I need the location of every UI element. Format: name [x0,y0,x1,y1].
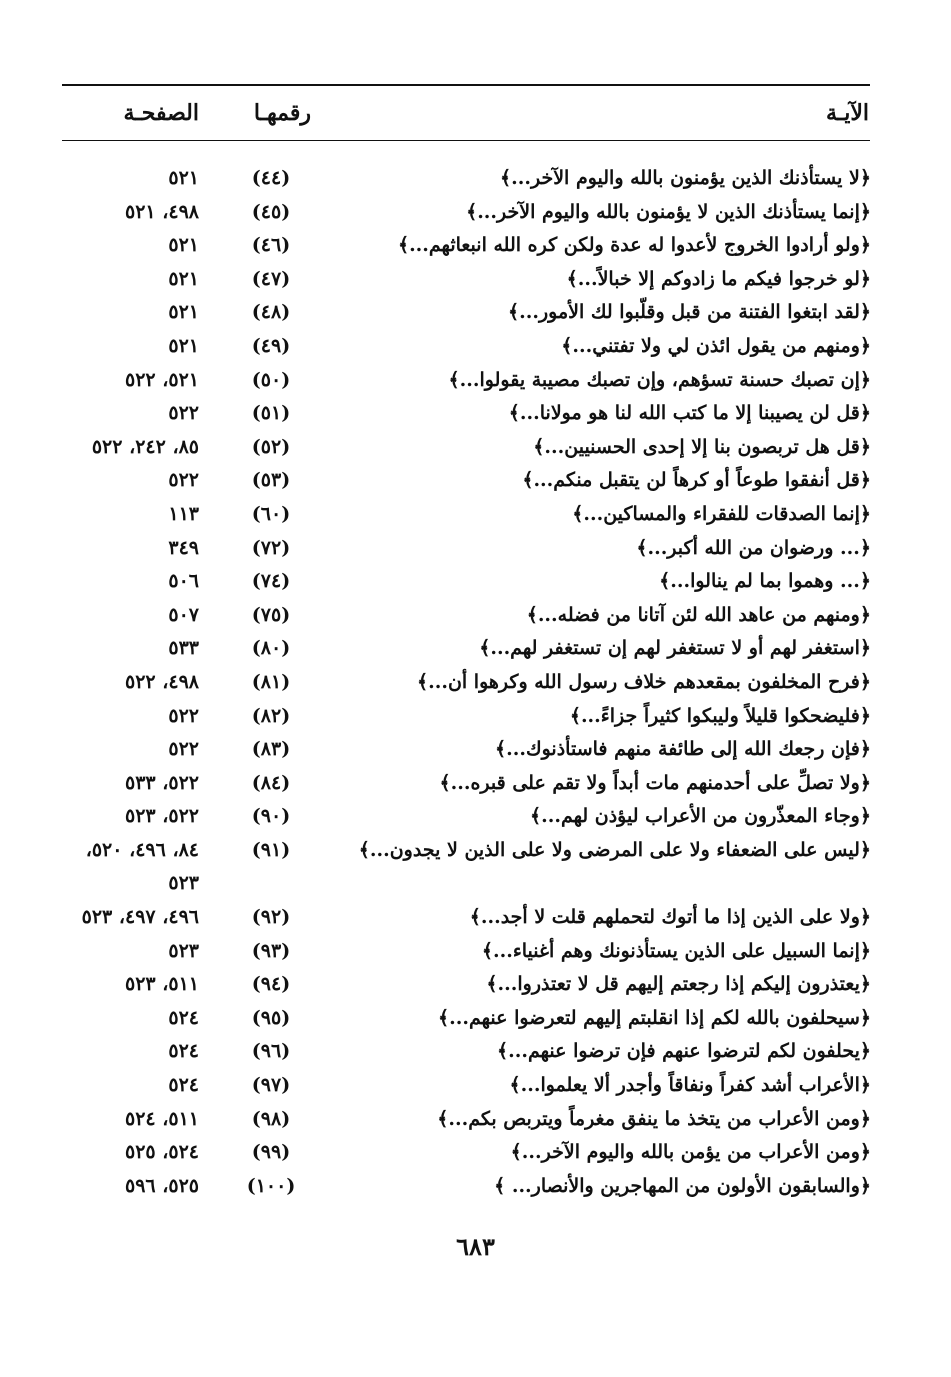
table-row [0,162,951,196]
ayah-text: ﴿يعتذرون إليكم إذا رجعتم إليهم قل لا تعتذروا...﴾ [486,973,871,996]
ayah-text: ﴿... ورضوان من الله أكبر...﴾ [636,536,871,559]
ayah-text: ﴿لو خرجوا فيكم ما زادوكم إلا خبالاً...﴾ [566,267,871,290]
table-row [0,330,951,364]
ayah-number: (١٠٠) [246,1174,296,1197]
table-row [0,1136,951,1170]
ayah-number: (٥٠) [251,368,291,391]
ayah-text: ﴿ومنهم من عاهد الله لئن آتانا من فضله...﴾ [526,603,871,626]
ayah-number: (٨٤) [251,771,291,794]
ayah-text: ﴿لقد ابتغوا الفتنة من قبل وقلّبوا لك الأمور...﴾ [508,301,871,324]
page-refs: ٥٢٢ [168,738,199,761]
page-refs: ٥٠٧ [168,603,199,626]
ayah-text: ﴿ولا تصلِّ على أحدمنهم مات أبداً ولا تقم على قبره...﴾ [439,771,871,794]
page-refs: ٥٢١ [168,334,199,357]
ayah-text: ﴿فإن رجعك الله إلى طائفة منهم فاستأذنوك...﴾ [494,738,871,761]
ayah-number: (٩٢) [251,906,291,929]
ayah-number: (٩٣) [251,939,291,962]
table-row [0,666,951,700]
page-refs: ٥٢٢، ٥٣٣ [125,771,199,794]
page-refs: ٥٢١ [168,167,199,189]
ayah-number: (٤٧) [251,267,291,290]
page-refs: ٥٢٢ [168,469,199,492]
ayah-number: (٤٦) [251,234,291,257]
page-refs: ٥٢٢ [168,402,199,425]
ayah-number: (٩٧) [251,1074,291,1097]
table-row [0,498,951,532]
table-row [0,632,951,666]
index-table [0,162,951,1203]
ayah-number: (٨٣) [251,738,291,761]
ayah-text: ﴿يحلفون لكم لترضوا عنهم فإن ترضوا عنهم...﴾ [497,1040,871,1063]
ayah-number: (٨٠) [251,637,291,660]
ayah-text: ﴿إن تصبك حسنة تسؤهم، وإن تصبك مصيبة يقولوا...﴾ [448,368,871,391]
page-refs: ٥٢١ [168,301,199,324]
ayah-text: ﴿ومنهم من يقول ائذن لي ولا تفتني...﴾ [561,334,871,357]
page-refs: ٤٩٨، ٥٢٢ [125,670,199,693]
page-refs: ٣٤٩ [168,536,199,559]
page-refs: ٨٥، ٢٤٢، ٥٢٢ [91,435,199,458]
ayah-number: (٧٢) [251,536,291,559]
table-row [0,1035,951,1069]
table-row [0,1069,951,1103]
table-row [0,599,951,633]
table-row [0,767,951,801]
table-row [0,296,951,330]
ayah-text: ﴿ومن الأعراب من يتخذ ما ينفق مغرماً ويتربص بكم...﴾ [437,1107,871,1130]
page-refs: ٥٢٥، ٥٩٦ [125,1174,199,1197]
page-refs: ٥٢٤، ٥٢٥ [125,1141,199,1164]
table-row [0,968,951,1002]
ayah-number: (٥٢) [251,435,291,458]
ayah-text: ﴿إنما السبيل على الذين يستأذنونك وهم أغنياء...﴾ [481,939,871,962]
table-row [0,834,951,901]
page-refs-continued: ٥٢٣ [168,872,199,895]
header-ayah: الآيـة [825,100,869,126]
ayah-number: (٩١) [251,838,291,861]
ayah-text: ﴿والسابقون الأولون من المهاجرين والأنصار... ﴾ [494,1174,871,1197]
table-row [0,229,951,263]
header-rule [62,140,870,141]
ayah-text: ﴿فرح المخلفون بمقعدهم خلاف رسول الله وكرهوا أن...﴾ [416,670,871,693]
page-refs: ٥٢٤ [168,1074,199,1097]
table-row [0,263,951,297]
page-refs: ٥٠٦ [168,570,199,593]
ayah-number: (٤٨) [251,301,291,324]
table-row [0,431,951,465]
table-row [0,196,951,230]
table-row [0,733,951,767]
table-row [0,565,951,599]
table-row [0,397,951,431]
page-number: ٦٨٣ [456,1232,495,1261]
ayah-number: (٩٠) [251,805,291,828]
ayah-number: (٤٤) [251,167,291,189]
ayah-text: ﴿قل أنفقوا طوعاً أو كرهاً لن يتقبل منكم...﴾ [522,469,871,492]
table-row [0,1170,951,1204]
table-row [0,700,951,734]
header-page: الصفحـة [123,100,199,126]
table-row [0,800,951,834]
header-number: رقمهـا [253,100,311,126]
ayah-text: ﴿قل لن يصيبنا إلا ما كتب الله لنا هو مولانا...﴾ [508,402,871,425]
ayah-text: ﴿ومن الأعراب من يؤمن بالله واليوم الآخر...﴾ [510,1141,871,1164]
page-refs: ٥٢١، ٥٢٢ [125,368,199,391]
page-refs: ٥٢٣ [168,939,199,962]
ayah-number: (٤٥) [251,200,291,223]
table-row [0,901,951,935]
ayah-text: ﴿سيحلفون بالله لكم إذا انقلبتم إليهم لتعرضوا عنهم...﴾ [438,1006,871,1029]
page-refs: ٤٩٨، ٥٢١ [125,200,199,223]
ayah-number: (٨٢) [251,704,291,727]
table-row [0,1103,951,1137]
ayah-text: ﴿إنما الصدقات للفقراء والمساكين...﴾ [572,502,871,525]
ayah-text: ﴿الأعراب أشد كفراً ونفاقاً وأجدر ألا يعلموا...﴾ [509,1074,871,1097]
ayah-text: ﴿فليضحكوا قليلاً وليبكوا كثيراً جزاءً...﴾ [569,704,871,727]
page-refs: ٥٢٢، ٥٢٣ [125,805,199,828]
ayah-number: (٦٠) [251,502,291,525]
top-rule [62,84,870,86]
page-refs: ٥٣٣ [168,637,199,660]
page-refs: ٤٩٦، ٤٩٧، ٥٢٣ [81,906,199,929]
ayah-number: (٧٥) [251,603,291,626]
table-row [0,464,951,498]
ayah-number: (٤٩) [251,334,291,357]
ayah-text: ﴿وجاء المعذّرون من الأعراب ليؤذن لهم...﴾ [529,805,871,828]
page-refs: ٥٢٤ [168,1006,199,1029]
ayah-number: (٩٦) [251,1040,291,1063]
ayah-text: ﴿ولو أرادوا الخروج لأعدوا له عدة ولكن كره الله انبعاثهم...﴾ [397,234,871,257]
page-refs: ٥١١، ٥٢٤ [125,1107,199,1130]
ayah-text: ﴿لا يستأذنك الذين يؤمنون بالله واليوم الآخر...﴾ [500,167,871,189]
ayah-number: (٩٩) [251,1141,291,1164]
ayah-number: (٩٨) [251,1107,291,1130]
table-row [0,1002,951,1036]
page-refs: ٥٢١ [168,267,199,290]
ayah-number: (٧٤) [251,570,291,593]
ayah-text: ﴿ليس على الضعفاء ولا على المرضى ولا على الذين لا يجدون...﴾ [358,838,871,861]
ayah-text: ﴿إنما يستأذنك الذين لا يؤمنون بالله واليوم الآخر...﴾ [466,200,871,223]
ayah-number: (٨١) [251,670,291,693]
page-refs: ٥٢١ [168,234,199,257]
ayah-number: (٥٣) [251,469,291,492]
ayah-text: ﴿قل هل تربصون بنا إلا إحدى الحسنيين...﴾ [533,435,871,458]
page-refs: ٥٢٢ [168,704,199,727]
page-refs: ٥١١، ٥٢٣ [125,973,199,996]
page-refs: ٨٤، ٤٩٦، ٥٢٠، [85,838,199,861]
page-refs: ٥٢٤ [168,1040,199,1063]
ayah-text: ﴿استغفر لهم أو لا تستغفر لهم إن تستغفر لهم...﴾ [479,637,871,660]
table-row [0,532,951,566]
ayah-text: ﴿ولا على الذين إذا ما أتوك لتحملهم قلت لا أجد...﴾ [469,906,871,929]
table-row [0,935,951,969]
page-refs: ١١٣ [168,502,199,525]
ayah-number: (٥١) [251,402,291,425]
ayah-number: (٩٥) [251,1006,291,1029]
ayah-text: ﴿... وهموا بما لم ينالوا...﴾ [659,570,871,593]
ayah-number: (٩٤) [251,973,291,996]
table-row [0,364,951,398]
